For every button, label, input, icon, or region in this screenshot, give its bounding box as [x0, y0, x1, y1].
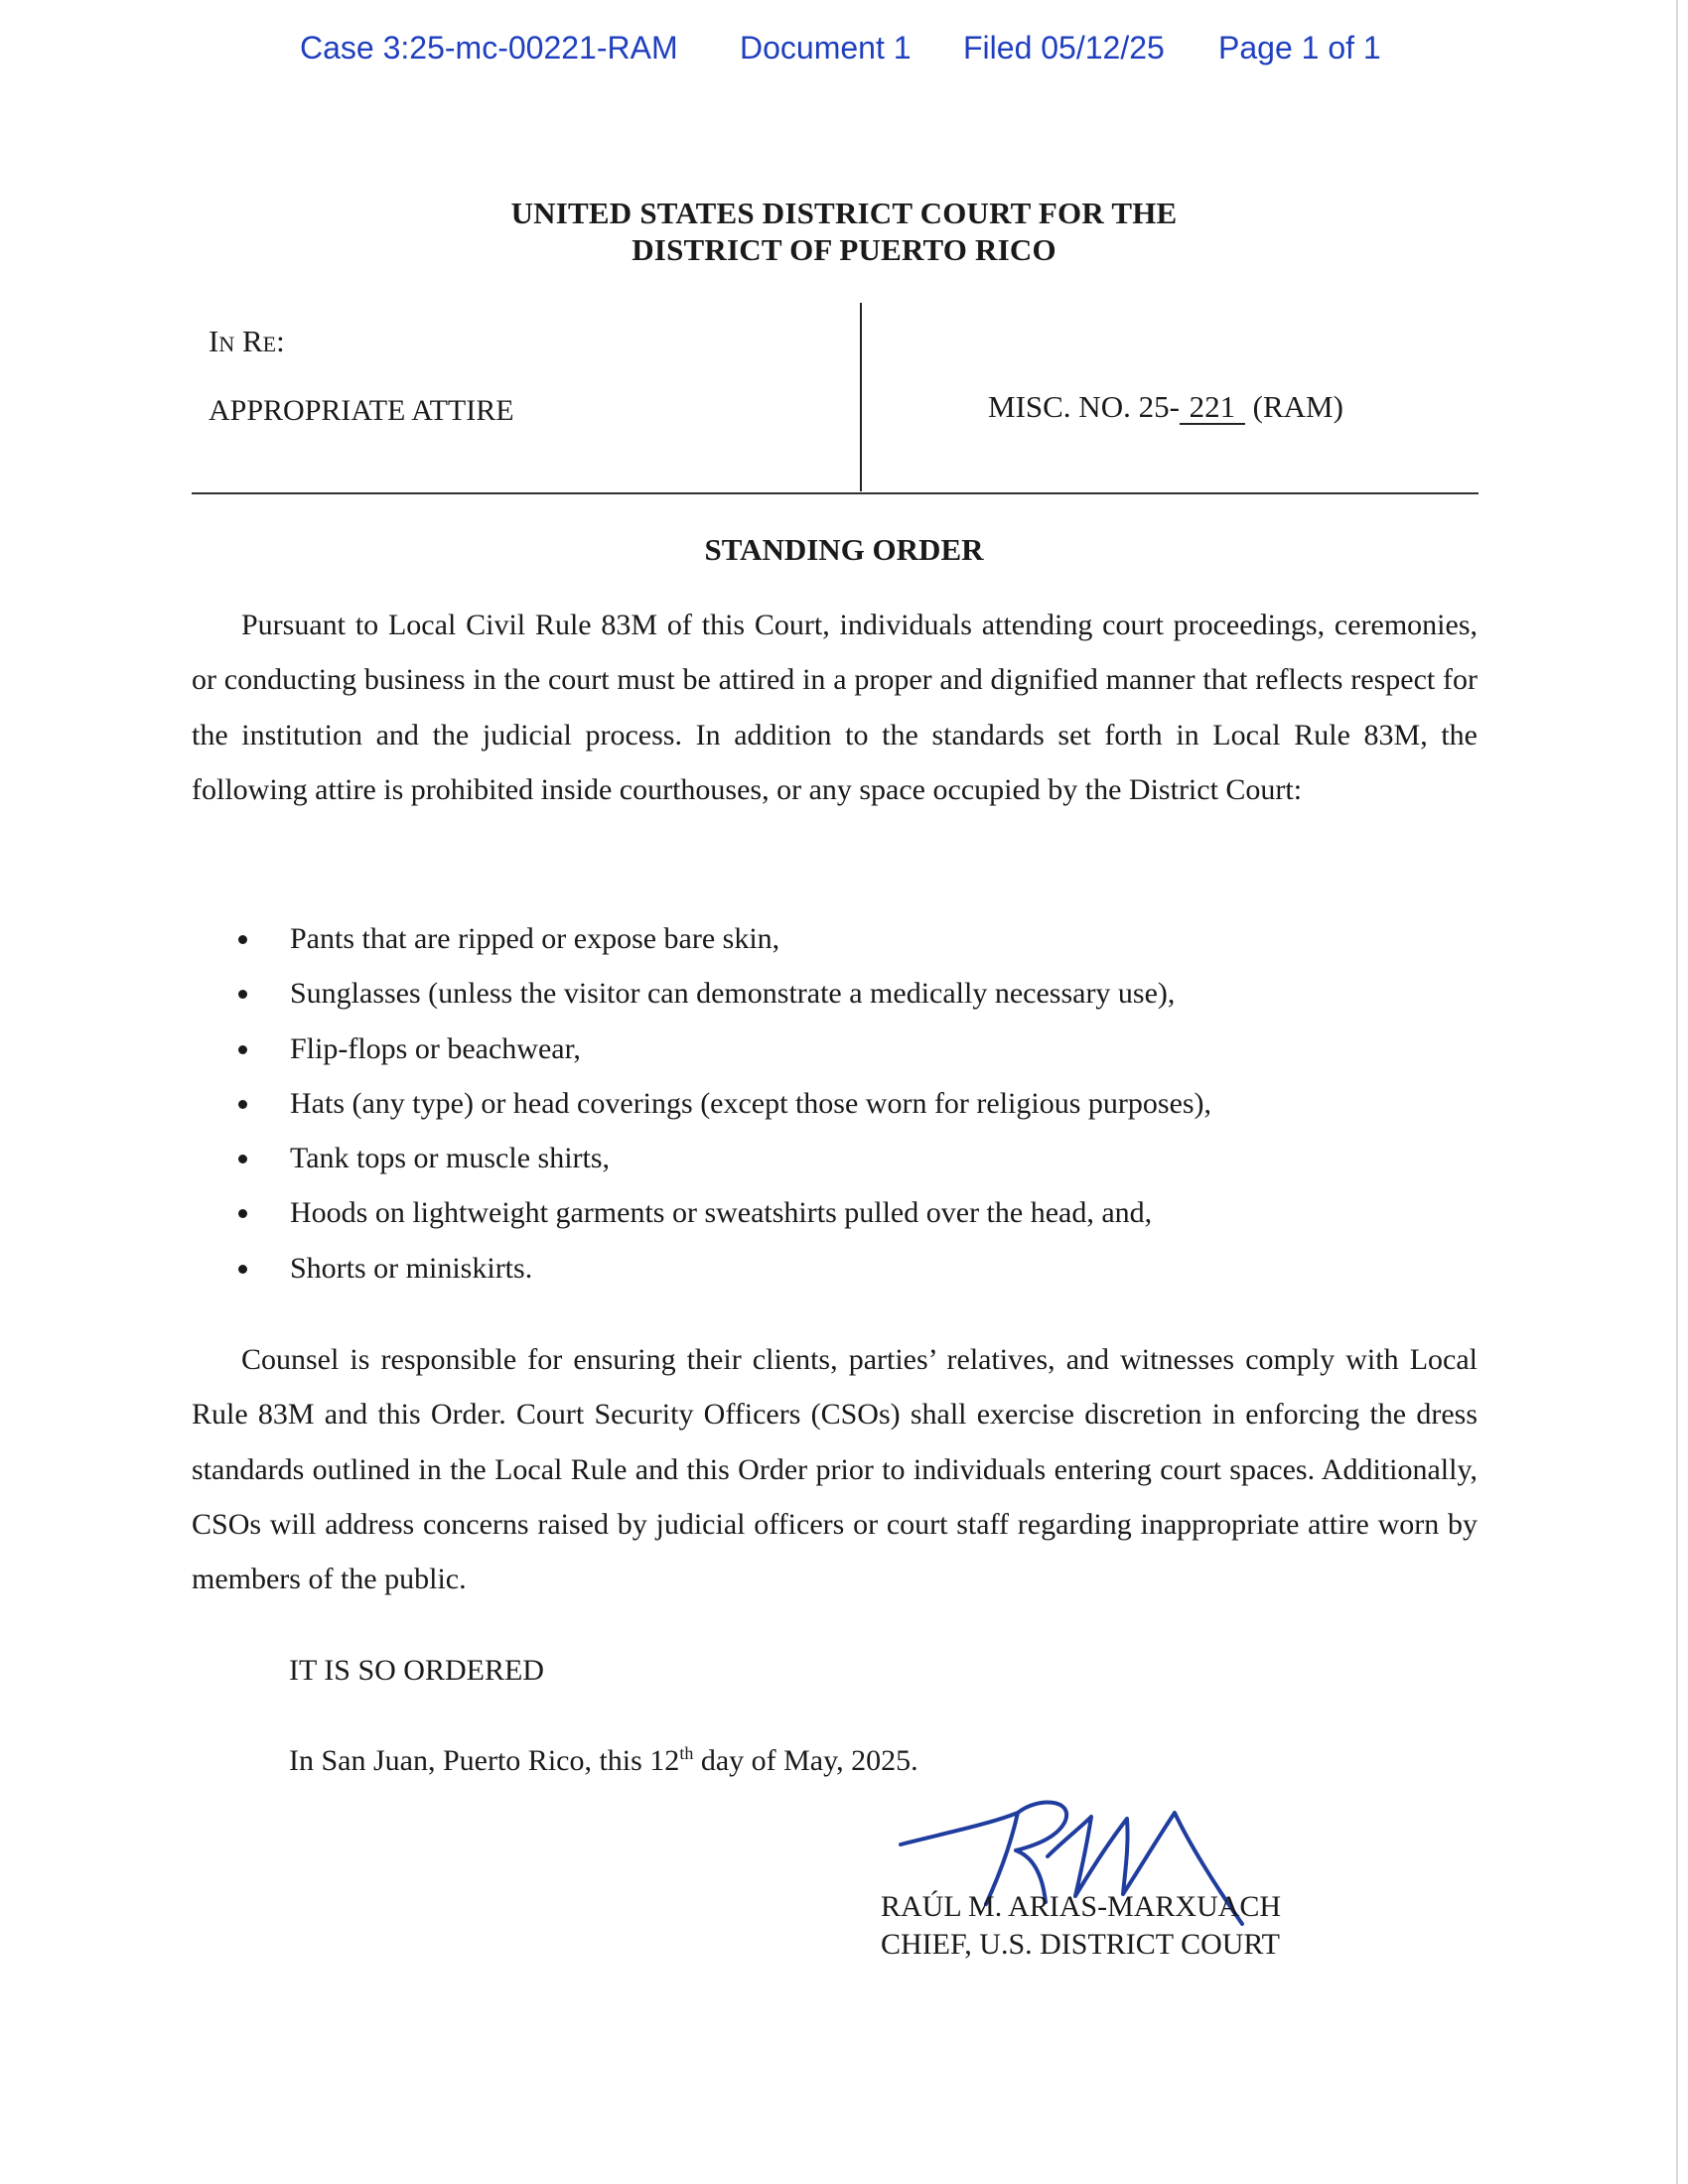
list-item: [238, 1131, 1211, 1185]
list-item-text: Shorts or miniskirts.: [290, 1251, 533, 1285]
court-name-heading: [0, 195, 1688, 268]
order-title: STANDING ORDER: [704, 532, 984, 567]
misc-prefix: MISC. NO. 25-: [988, 389, 1180, 424]
caption-matter-name: APPROPRIATE ATTIRE: [209, 394, 514, 427]
bullet-icon: [238, 1265, 247, 1274]
caption-in-re: In Re:: [209, 324, 285, 358]
bullet-icon: [238, 1155, 247, 1163]
list-item: [238, 1185, 1211, 1240]
list-item-text: Hats (any type) or head coverings (except those worn for religious purposes),: [290, 1086, 1212, 1120]
dated-line: [289, 1743, 918, 1778]
bullet-icon: [238, 1100, 247, 1109]
bullet-icon: [238, 1045, 247, 1054]
ecf-case-number: Case 3:25-mc-00221-RAM: [300, 30, 678, 66]
ecf-document-number: Document 1: [740, 30, 912, 66]
caption-vertical-divider: [860, 303, 862, 491]
order-paragraph-1: Pursuant to Local Civil Rule 83M of this Court, individuals attending court proceedings, ceremonies, or conducting business in the court must be attired in a proper and dignified manner that reflects respect for the institution and the judicial process. In addition to the standards set forth in Local Rule 83M, the following attire is prohibited inside courthouses, or any space occupied by the District Court:: [192, 609, 1477, 806]
misc-suffix: (RAM): [1252, 389, 1343, 424]
list-item: [238, 966, 1211, 1021]
misc-case-number: [988, 389, 1343, 425]
bullet-icon: [238, 990, 247, 999]
court-name-line-1: UNITED STATES DISTRICT COURT FOR THE: [510, 196, 1178, 230]
list-item-text: Hoods on lightweight garments or sweatshirts pulled over the head, and,: [290, 1196, 1153, 1230]
list-item-text: Tank tops or muscle shirts,: [290, 1142, 611, 1175]
misc-number: 221: [1180, 390, 1245, 425]
ecf-filed-date: Filed 05/12/25: [963, 30, 1165, 66]
court-name-line-2: DISTRICT OF PUERTO RICO: [632, 232, 1056, 267]
dated-suffix: day of May, 2025.: [693, 1744, 918, 1777]
list-item: [238, 1076, 1211, 1131]
page-edge-shadow: [1676, 0, 1678, 2184]
ecf-page-count: Page 1 of 1: [1218, 30, 1381, 66]
order-paragraph-2: Counsel is responsible for ensuring their clients, parties’ relatives, and witnesses comply with Local Rule 83M and this Order. Court Security Officers (CSOs) shall exercise discretion in enforcing the dress standards outlined in the Local Rule and this Order prior to individuals entering court spaces. Additionally, CSOs will address concerns raised by judicial officers or court staff regarding inappropriate attire worn by members of the public.: [192, 1343, 1477, 1596]
dated-ordinal: th: [679, 1743, 694, 1763]
list-item: [238, 911, 1211, 966]
signer-name: RAÚL M. ARIAS-MARXUACH: [881, 1890, 1282, 1923]
dated-prefix: In San Juan, Puerto Rico, this 12: [289, 1744, 680, 1777]
caption-horizontal-divider: [192, 492, 1478, 494]
list-item-text: Sunglasses (unless the visitor can demonstrate a medically necessary use),: [290, 977, 1176, 1011]
bullet-icon: [238, 1209, 247, 1218]
list-item-text: Pants that are ripped or expose bare skin,: [290, 922, 780, 955]
list-item: [238, 1241, 1211, 1296]
list-item: [238, 1022, 1211, 1076]
list-item-text: Flip-flops or beachwear,: [290, 1031, 581, 1065]
so-ordered-statement: IT IS SO ORDERED: [289, 1654, 544, 1687]
signer-title: CHIEF, U.S. DISTRICT COURT: [881, 1928, 1280, 1961]
ecf-filing-header: [0, 30, 1688, 69]
bullet-icon: [238, 935, 247, 944]
prohibited-attire-list: [238, 911, 1211, 1296]
